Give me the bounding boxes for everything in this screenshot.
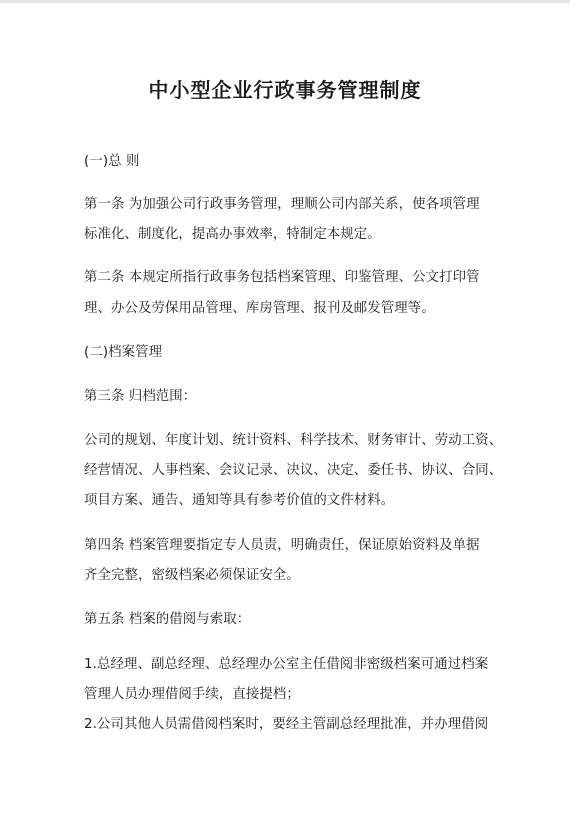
paragraph-line: 理、办公及劳保用品管理、库房管理、报刊及邮发管理等。 xyxy=(84,301,435,316)
paragraph-line: 第二条 本规定所指行政事务包括档案管理、印鉴管理、公文打印管 xyxy=(84,270,480,285)
paragraph-line: 项目方案、通告、通知等具有参考价值的文件材料。 xyxy=(84,493,395,508)
section-heading-general: (一)总 则 xyxy=(84,154,140,169)
section-heading-archives: (二)档案管理 xyxy=(84,345,163,360)
paragraph-line: 第五条 档案的借阅与索取： xyxy=(84,612,251,627)
list-item: 管理人员办理借阅手续，直接提档； xyxy=(84,687,300,702)
paragraph-line: 第一条 为加强公司行政事务管理，理顺公司内部关系，使各项管理 xyxy=(84,197,480,212)
paragraph-line: 经营情况、人事档案、会议记录、决议、决定、委任书、协议、合同、 xyxy=(84,463,503,478)
list-item: 1.总经理、副总经理、总经理办公室主任借阅非密级档案可通过档案 xyxy=(84,657,489,672)
list-item: 2.公司其他人员需借阅档案时，要经主管副总经理批准，并办理借阅 xyxy=(84,717,489,732)
paragraph-line: 公司的规划、年度计划、统计资料、科学技术、财务审计、劳动工资、 xyxy=(84,433,503,448)
paragraph-line: 齐全完整，密级档案必须保证安全。 xyxy=(84,568,300,583)
paragraph-line: 标准化、制度化，提高办事效率，特制定本规定。 xyxy=(84,227,381,242)
document-title: 中小型企业行政事务管理制度 xyxy=(148,78,422,102)
paragraph-line: 第四条 档案管理要指定专人员责，明确责任，保证原始资料及单据 xyxy=(84,538,480,553)
paragraph-line: 第三条 归档范围： xyxy=(84,389,197,404)
